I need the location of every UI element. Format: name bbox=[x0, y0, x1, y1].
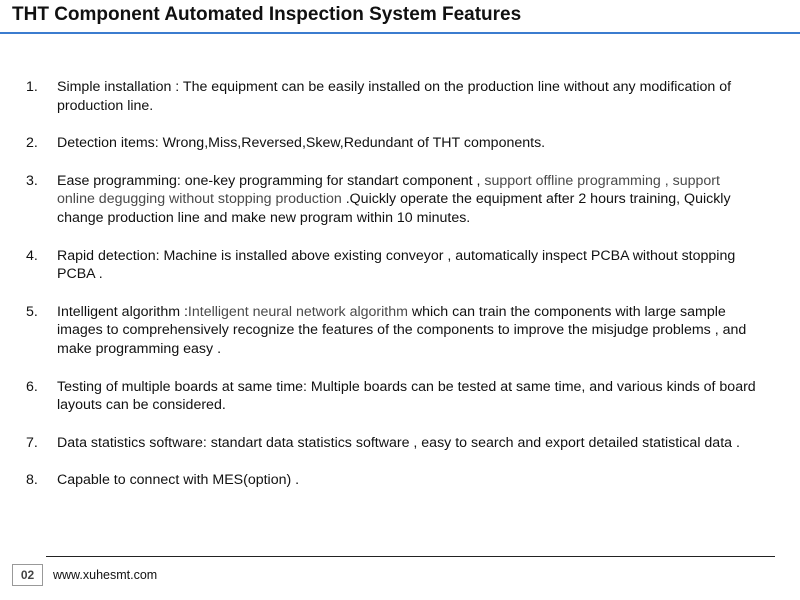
feature-number: 6. bbox=[26, 378, 38, 395]
feature-item bbox=[26, 172, 756, 228]
feature-text bbox=[57, 134, 756, 153]
feature-item bbox=[26, 247, 756, 284]
feature-item bbox=[26, 303, 756, 359]
feature-text bbox=[57, 78, 756, 115]
feature-text bbox=[57, 378, 756, 415]
feature-number: 4. bbox=[26, 247, 38, 264]
page-number-badge: 02 bbox=[12, 564, 43, 586]
feature-text-part: .Quickly operate the equipment after 2 hours training, Quickly change production line and make new program within 10 minutes. bbox=[57, 191, 731, 226]
feature-text bbox=[57, 247, 756, 284]
title-divider bbox=[0, 32, 800, 34]
feature-text-part: Data statistics software: standart data statistics software , easy to search and export detailed statistical data . bbox=[57, 434, 740, 451]
feature-item bbox=[26, 78, 756, 115]
feature-item bbox=[26, 434, 756, 453]
feature-text-part: Simple installation : The equipment can be easily installed on the production line without any modification of production line. bbox=[57, 79, 732, 114]
footer-divider bbox=[46, 556, 775, 557]
feature-number: 7. bbox=[26, 434, 38, 451]
feature-text bbox=[57, 471, 756, 490]
feature-text-part: Ease programming: one-key programming for standart component , bbox=[57, 172, 485, 189]
feature-text-part: Capable to connect with MES(option) . bbox=[57, 472, 300, 489]
feature-text-part: support offline programming , support online degugging without stopping production bbox=[57, 172, 720, 208]
page-title: THT Component Automated Inspection System Features bbox=[12, 4, 522, 25]
feature-text-part: which can train the components with large sample images to comprehensively recognize the features of the components to improve the misjudge problems , and make programming easy . bbox=[57, 303, 747, 357]
feature-text bbox=[57, 303, 756, 359]
feature-text-part: Detection items: Wrong,Miss,Reversed,Skew,Redundant of THT components. bbox=[57, 135, 546, 152]
feature-number: 5. bbox=[26, 303, 38, 320]
feature-text-part: Intelligent algorithm : bbox=[57, 303, 188, 320]
feature-number: 1. bbox=[26, 79, 38, 95]
feature-text bbox=[57, 434, 756, 453]
feature-item bbox=[26, 471, 756, 490]
feature-item bbox=[26, 378, 756, 415]
feature-list bbox=[26, 78, 756, 509]
feature-item bbox=[26, 134, 756, 153]
feature-number: 8. bbox=[26, 472, 38, 489]
feature-text-part: Intelligent neural network algorithm bbox=[187, 303, 412, 320]
feature-text bbox=[57, 172, 756, 228]
website-label: www.xuhesmt.com bbox=[53, 568, 158, 582]
feature-number: 3. bbox=[26, 172, 38, 189]
feature-number: 2. bbox=[26, 135, 38, 152]
feature-text-part: Rapid detection: Machine is installed above existing conveyor , automatically inspect PCBA without stopping PCBA . bbox=[57, 247, 736, 283]
feature-text-part: Testing of multiple boards at same time: Multiple boards can be tested at same time, and various kinds of board layouts can be considered. bbox=[57, 378, 756, 414]
